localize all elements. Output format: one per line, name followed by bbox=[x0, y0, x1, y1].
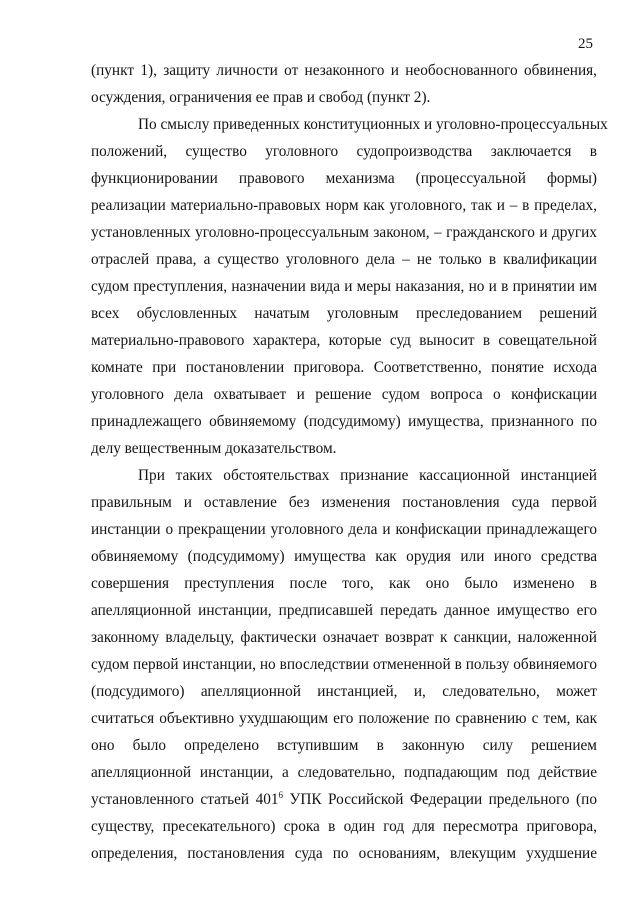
text-line: правильным и оставление без изменения постановления суда первой bbox=[91, 494, 597, 511]
text-line: судом первой инстанции, но впоследствии отмененной в пользу обвиняемого bbox=[91, 656, 597, 673]
text-line: принадлежащего обвиняемому (подсудимому) имущества, признанного по bbox=[91, 413, 597, 430]
text-line: При таких обстоятельствах признание кассационной инстанцией bbox=[138, 467, 597, 484]
text-line: всех обусловленных начатым уголовным преследованием решений bbox=[91, 305, 597, 322]
text-line: судом преступления, назначении вида и меры наказания, но и в принятии им bbox=[91, 278, 597, 295]
page-number: 25 bbox=[578, 36, 593, 52]
text-line bbox=[91, 786, 597, 813]
paragraph-2 bbox=[91, 111, 608, 462]
text-line: апелляционной инстанции, а следовательно, подпадающим под действие bbox=[91, 764, 597, 781]
text-line: делу вещественным доказательством. bbox=[91, 440, 337, 457]
text-line: обвиняемому (подсудимому) имущества как орудия или иного средства bbox=[91, 548, 597, 565]
text-line: функционировании правового механизма (процессуальной формы) bbox=[91, 170, 597, 187]
text-line: совершения преступления после того, как оно было изменено в bbox=[91, 575, 597, 592]
text-line: По смыслу приведенных конституционных и уголовно-процессуальных bbox=[138, 116, 608, 133]
text-line: установленных уголовно-процессуальным законом, – гражданского и других bbox=[91, 224, 597, 241]
text-line: (пункт 1), защиту личности от незаконного и необоснованного обвинения, bbox=[91, 62, 597, 79]
text-line: отраслей права, а существо уголовного дела – не только в квалификации bbox=[91, 251, 597, 268]
text-line: уголовного дела охватывает и решение судом вопроса о конфискации bbox=[91, 386, 597, 403]
text-line: инстанции о прекращении уголовного дела и конфискации принадлежащего bbox=[91, 521, 597, 538]
text-line: осуждения, ограничения ее прав и свобод (пункт 2). bbox=[91, 89, 431, 106]
document-body bbox=[91, 57, 608, 867]
text-line: существу, пресекательного) срока в один год для пересмотра приговора, bbox=[91, 818, 597, 835]
paragraph-3 bbox=[91, 462, 597, 867]
text-line: определения, постановления суда по основаниям, влекущим ухудшение bbox=[91, 845, 597, 862]
statute-text-before: установленного статьей 401 bbox=[91, 791, 279, 808]
statute-text-after: УПК Российской Федерации предельного (по bbox=[283, 791, 597, 808]
text-line: апелляционной инстанции, предписавшей передать данное имущество его bbox=[91, 602, 597, 619]
text-line: законному владельцу, фактически означает возврат к санкции, наложенной bbox=[91, 629, 597, 646]
text-line: материально-правового характера, которые суд выносит в совещательной bbox=[91, 332, 597, 349]
text-line: (подсудимого) апелляционной инстанцией, и, следовательно, может bbox=[91, 683, 597, 700]
text-line: реализации материально-правовых норм как уголовного, так и – в пределах, bbox=[91, 197, 597, 214]
text-line: оно было определено вступившим в законную силу решением bbox=[91, 737, 597, 754]
text-line: считаться объективно ухудшающим его положение по сравнению с тем, как bbox=[91, 710, 597, 727]
article-superscript: 6 bbox=[278, 790, 284, 800]
text-line: комнате при постановлении приговора. Соответственно, понятие исхода bbox=[91, 359, 597, 376]
paragraph-1 bbox=[91, 57, 597, 111]
text-line: положений, существо уголовного судопроизводства заключается в bbox=[91, 143, 597, 160]
